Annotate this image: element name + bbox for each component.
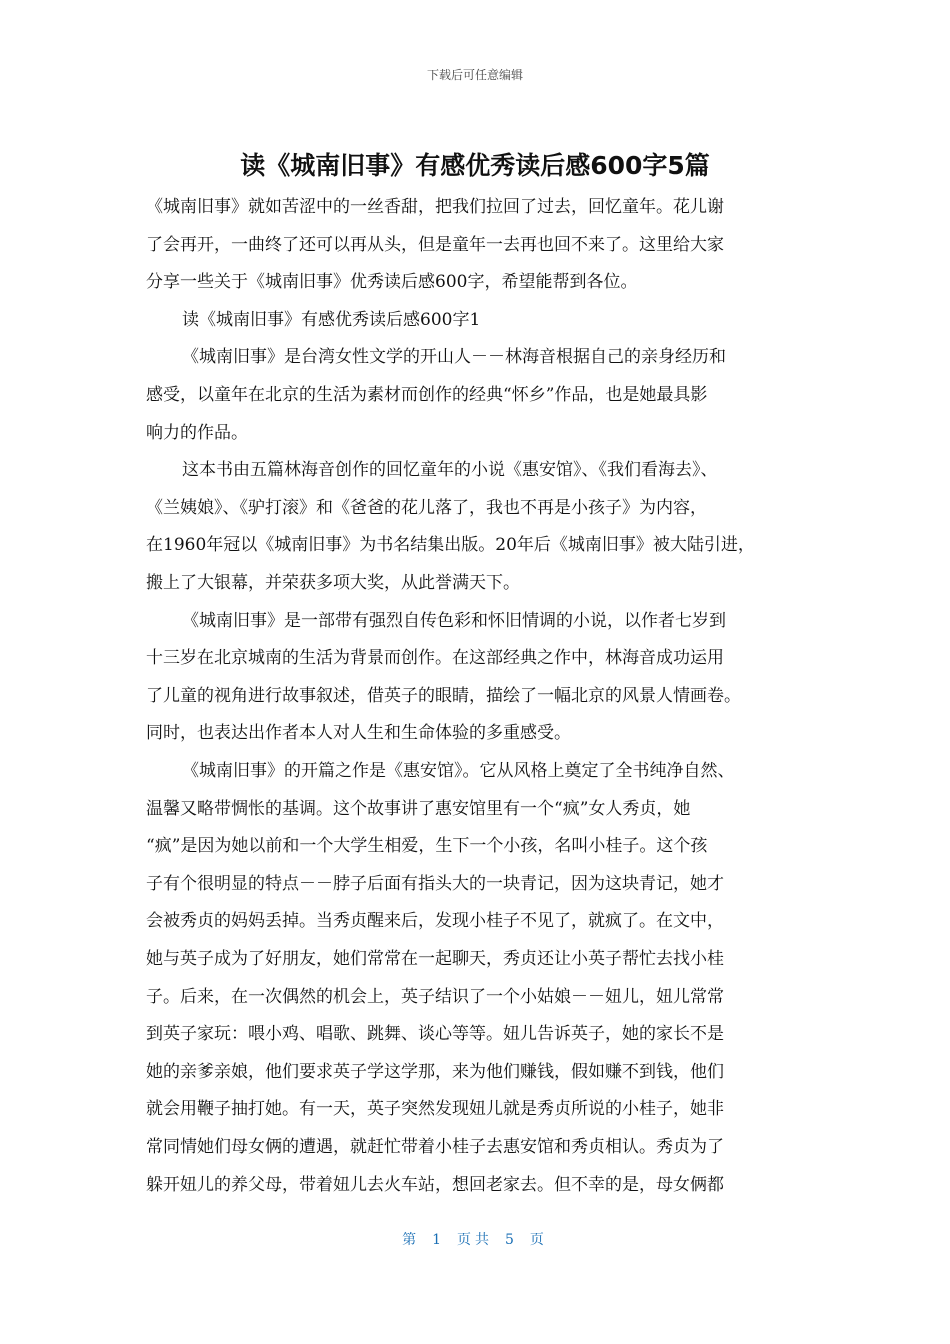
text-line: 了儿童的视角进行故事叙述，借英子的眼睛，描绘了一幅北京的风景人情画卷。	[146, 685, 741, 706]
text-line: 她与英子成为了好朋友，她们常常在一起聊天，秀贞还让小英子帮忙去找小桂	[146, 949, 724, 969]
text-line: 这本书由五篇林海音创作的回忆童年的小说《惠安馆》、《我们看海去》、	[182, 460, 718, 481]
document-title: 读《城南旧事》有感优秀读后感600字5篇	[240, 151, 710, 180]
text-line: 了会再开，一曲终了还可以再从头，但是童年一去再也回不来了。这里给大家	[146, 234, 724, 255]
text-line: 《城南旧事》就如苦涩中的一丝香甜，把我们拉回了过去，回忆童年。花儿谢	[146, 197, 724, 217]
page-footer	[0, 1229, 950, 1249]
text-line: 在1960年冠以《城南旧事》为书名结集出版。20年后《城南旧事》被大陆引进，	[146, 535, 755, 556]
text-line: 常同情她们母女俩的遭遇，就赶忙带着小桂子去惠安馆和秀贞相认。秀贞为了	[146, 1137, 724, 1157]
text-line: 子有个很明显的特点－－脖子后面有指头大的一块青记，因为这块青记，她才	[146, 873, 724, 894]
text-line: 搬上了大银幕，并荣获多项大奖，从此誉满天下。	[146, 573, 520, 593]
current-page-number: 1	[432, 1232, 445, 1248]
text-line: 感受，以童年在北京的生活为素材而创作的经典“怀乡”作品，也是她最具影	[146, 385, 708, 405]
text-line: 《城南旧事》是台湾女性文学的开山人－－林海音根据自己的亲身经历和	[182, 347, 726, 368]
text-line: 《城南旧事》的开篇之作是《惠安馆》。它从风格上奠定了全书纯净自然、	[182, 761, 735, 781]
footer-suffix: 页	[529, 1232, 548, 1248]
text-line: “疯”是因为她以前和一个大学生相爱，生下一个小孩，名叫小桂子。这个孩	[146, 836, 708, 857]
footer-middle: 页共	[457, 1232, 493, 1248]
total-pages-number: 5	[505, 1232, 518, 1248]
text-line: 她的亲爹亲娘，他们要求英子学这学那，来为他们赚钱，假如赚不到钱，他们	[146, 1061, 724, 1082]
text-line: 躲开妞儿的养父母，带着妞儿去火车站，想回老家去。但不幸的是，母女俩都	[146, 1174, 724, 1195]
text-line: 会被秀贞的妈妈丢掉。当秀贞醒来后，发现小桂子不见了，就疯了。在文中，	[146, 911, 724, 932]
text-line: 就会用鞭子抽打她。有一天，英子突然发现妞儿就是秀贞所说的小桂子，她非	[146, 1099, 724, 1120]
text-line: 读《城南旧事》有感优秀读后感600字1	[182, 309, 481, 330]
text-line: 十三岁在北京城南的生活为背景而创作。在这部经典之作中，林海音成功运用	[146, 648, 724, 669]
text-line: 子。后来，在一次偶然的机会上，英子结识了一个小姑娘－－妞儿，妞儿常常	[146, 986, 724, 1007]
text-line: 温馨又略带惆怅的基调。这个故事讲了惠安馆里有一个“疯”女人秀贞，她	[146, 798, 691, 819]
text-line: 响力的作品。	[146, 422, 248, 443]
text-line: 到英子家玩：喂小鸡、唱歌、跳舞、谈心等等。妞儿告诉英子，她的家长不是	[146, 1024, 724, 1045]
text-line: 分享一些关于《城南旧事》优秀读后感600字，希望能帮到各位。	[146, 272, 638, 293]
text-line: 《城南旧事》是一部带有强烈自传色彩和怀旧情调的小说，以作者七岁到	[182, 610, 726, 631]
text-line: 同时，也表达出作者本人对人生和生命体验的多重感受。	[146, 723, 571, 744]
page-header: 下载后可任意编辑	[426, 68, 523, 82]
text-line: 《兰姨娘》、《驴打滚》和《爸爸的花儿落了，我也不再是小孩子》为内容，	[146, 497, 707, 518]
footer-prefix: 第	[402, 1232, 421, 1248]
